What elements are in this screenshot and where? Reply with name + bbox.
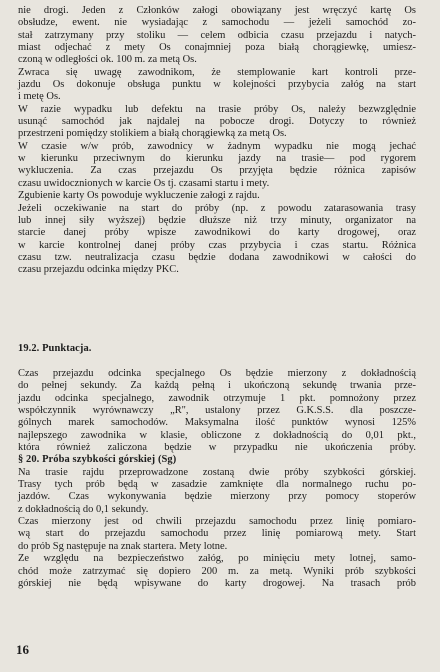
text-line: Czas przejazdu odcinka specjalnego Os będzie mierzony z dokładnością	[18, 368, 416, 379]
text-line: najlepszego zawodnika w klasie, obliczone z dokładnością do 0,01 pkt.,	[18, 429, 416, 441]
body-text-bottom	[18, 368, 416, 590]
section-heading: § 20. Próba szybkości górskiej (Sg)	[18, 454, 177, 466]
text-line: jazdu Os dokonuje obsługa punktu w kolejności przybycia załóg na start	[18, 79, 416, 91]
text-line: miast odjechać z mety Os conajmniej poza białą chorągiewkę, umiesz-	[18, 42, 416, 54]
text-line: gólnych marek samochodów. Maksymalna ilość punktów wynosi 125%	[18, 417, 416, 429]
text-line: chód może zatrzymać się dopiero 200 m. za metą. Wyniki prób szybkości	[18, 565, 416, 577]
section-19-2	[18, 343, 416, 355]
text-line: W razie wypadku lub defektu na trasie próby Os, należy bezwzględnie	[18, 103, 416, 115]
text-line: do prób Sg następuje na znak startera. Mety lotne.	[18, 540, 228, 552]
text-line: wą start do przejazdu samochodu przez linię pomiarową mety. Start	[18, 528, 416, 540]
text-line: Na trasie rajdu przeprowadzone zostaną dwie próby szybkości górskiej.	[18, 466, 416, 478]
text-line: czasu przejazdu odcinka między PKC.	[18, 264, 179, 276]
text-line: w kierunku przeciwnym do kierunku jazdy na trasie— pod rygorem	[18, 153, 416, 165]
text-line: Ze względu na bezpieczeństwo załóg, po minięciu mety lotnej, samo-	[18, 553, 416, 565]
text-line: lub innej siły wyższej) będzie dłuższe niż trzy minuty, organizator na	[18, 214, 416, 226]
text-line: Jeżeli oczekiwanie na start do próby (np. z powodu zatarasowania trasy	[18, 202, 416, 214]
text-line: do pełnej sekundy. Za każdą pełną i ukończoną sekundę trwania prze-	[18, 380, 416, 392]
text-line: w karcie kontrolnej danej próby czas przybycia i czas startu. Różnica	[18, 239, 416, 251]
text-line: i metę Os.	[18, 91, 61, 103]
page-number: 16	[16, 642, 29, 657]
text-line: starcie danej próby wpisze zawodnikowi do karty drogowej, oraz	[18, 227, 416, 239]
text-line: czasu uwidocznionych w karcie Os tj. czasami startu i mety.	[18, 177, 270, 189]
text-line: Czas mierzony jest od chwili przejazdu samochodu przez linię pomiaro-	[18, 516, 416, 528]
text-line: jazdu odcinka specjalnego, zawodnik otrzymuje 1 pkt. pomnożony przez	[18, 392, 416, 404]
text-line: która również zaliczona będzie w przypadku nie ukończenia próby.	[18, 442, 416, 454]
text-line: usunąć samochód jak najdalej na pobocze drogi. Dotyczy to również	[18, 116, 416, 128]
text-line: obsłudze, ewent. nie wysiadając z samochodu — jeżeli samochód zo-	[18, 17, 416, 29]
body-text-top	[18, 5, 416, 277]
text-line: wykluczenia. Za czas przejazdu Os przyjęta będzie różnica zapisów	[18, 165, 416, 177]
text-line: nie drogi. Jeden z Członków załogi obowiązany jest wręczyć kartę Os	[18, 5, 416, 16]
text-line: przestrzeni pomiędzy stolikiem a białą chorągiewką za metą Os.	[18, 128, 287, 140]
text-line: jazdów. Czas wykonywania będzie mierzony przy pomocy stoperów	[18, 491, 416, 503]
text-line: Trasy tych prób będą w zasadzie zamknięte dla normalnego ruchu po-	[18, 479, 416, 491]
text-line: stał zatrzymany przy stoliku — celem odbicia czasu przejazdu i natych-	[18, 29, 416, 41]
text-line: Zgubienie karty Os powoduje wykluczenie załogi z rajdu.	[18, 190, 260, 202]
text-line: współczynnik wyrównawczy „R", ustalony przez G.K.S.S. dla poszcze-	[18, 405, 416, 417]
text-line: W czasie w/w prób, zawodnicy w żadnym wypadku nie mogą jechać	[18, 140, 416, 152]
text-line: górskiej nie będą wpisywane do karty drogowej. Na trasach prób	[18, 577, 416, 589]
section-heading: 19.2. Punktacja.	[18, 343, 92, 354]
text-line: czasu tzw. neutralizacja czasu będzie dodana zawodnikowi w całości do	[18, 251, 416, 263]
text-line: Zwraca się uwagę zawodnikom, że stemplowanie kart kontroli prze-	[18, 66, 416, 78]
text-line: czoną w odległości ok. 100 m. za metą Os.	[18, 54, 197, 66]
text-line: z dokładnością do 0,1 sekundy.	[18, 503, 149, 515]
